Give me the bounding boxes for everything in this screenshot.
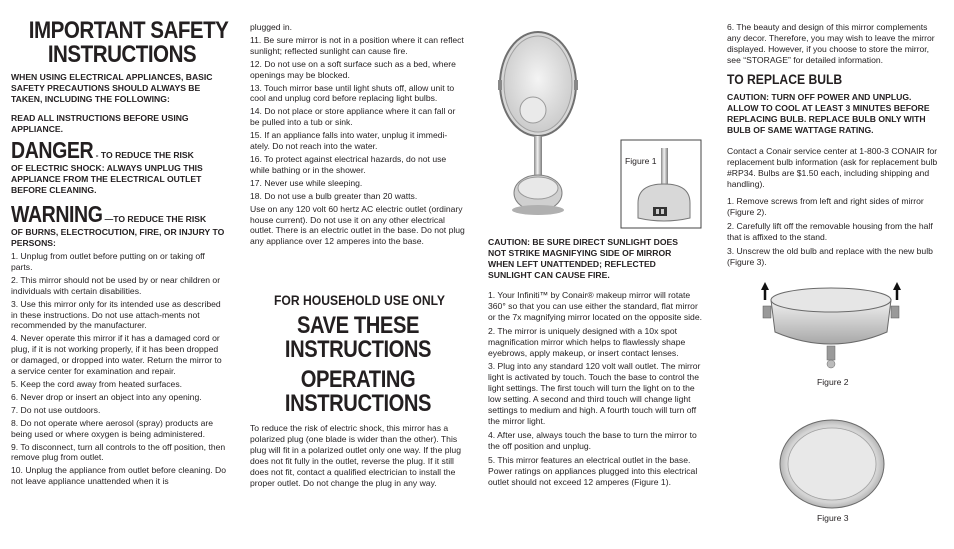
list-item: 2. Carefully lift off the removable housing from the half that is affixed to the stand. [727, 220, 933, 242]
save-heading: SAVE THESE INSTRUCTIONS [284, 312, 432, 363]
figure-3-label: Figure 3 [817, 513, 849, 523]
operating-steps [488, 290, 704, 487]
page-title-line1: IMPORTANT SAFETY [28, 17, 229, 44]
danger-block [11, 137, 233, 196]
figure-2-label: Figure 2 [817, 377, 849, 387]
list-item: 15. If an appliance falls into water, unplug it immedi-ately. Do not reach into the water. [250, 130, 448, 152]
list-item: 5. Keep the cord away from heated surfaces. [11, 378, 183, 389]
decor-text: 6. The beauty and design of this mirror complements any decor. Therefore, you may wish to leave the mirror displayed. However, if you choose to store the mirror, see “STORAGE” for detailed information. [727, 22, 935, 65]
list-item: 9. To disconnect, turn all controls to the off position, then remove plug from outlet. [11, 441, 226, 463]
safety-list [11, 251, 227, 487]
safety-list-continued [250, 22, 466, 247]
list-item: 3. Use this mirror only for its intended use as described in these instructions. Do not use attach-ments not recommended by the manufacturer. [11, 298, 221, 331]
list-item: 5. This mirror features an electrical outlet in the base. Power ratings on appliances plugged into this electrical outlet should not exceed 12 amperes (Figure 1). [488, 454, 698, 487]
danger-heading: DANGER [11, 137, 94, 163]
list-item: 13. Touch mirror base until light shuts off, allow unit to cool and unplug cord before replacing light bulbs. [250, 82, 455, 104]
list-item: 4. Never operate this mirror if it has a damaged cord or plug, if it is not working properly, if it has been dropped or damaged, or dropped into water. Return the mirror to a service center for examination and repair. [11, 333, 222, 377]
list-item: 3. Plug into any standard 120 volt wall outlet. The mirror light is activated by touch. Touch the base to control the light settings. The first touch will turn the light on to the low setting. A second and third touch will change light settings to medium and high. A fourth touch will turn off the mirror light. [488, 361, 701, 426]
replace-steps [727, 196, 943, 267]
danger-text: OF ELECTRIC SHOCK: ALWAYS UNPLUG THIS APPLIANCE FROM THE ELECTRICAL OUTLET BEFORE CLEANING. [11, 163, 203, 195]
figure-1 [488, 18, 706, 233]
list-item: 18. Do not use a bulb greater than 20 watts. [250, 190, 418, 201]
list-item: 1. Your Infiniti™ by Conair® makeup mirror will rotate 360° so that you can use either the standard, flat mirror or the 7x magnifying mirror located on the opposite side. [488, 290, 703, 322]
operating-heading: OPERATING INSTRUCTIONS [284, 366, 432, 417]
list-item: 10. Unplug the appliance from outlet before cleaning. Do not leave appliance unattended when it is [11, 465, 226, 487]
figure-3-illustration [777, 418, 887, 510]
warning-text: OF BURNS, ELECTROCUTION, FIRE, OR INJURY TO PERSONS: [11, 227, 225, 248]
list-item: 14. Do not place or store appliance where it can fall or be pulled into a tub or sink. [250, 106, 456, 128]
voltage-note: Use on any 120 volt 60 hertz AC electric outlet (ordinary house current). Do not use it on any other electrical outlet. There is an electric outlet in the base. Do not plug any appliance over 12 amperes into the base. [250, 203, 465, 247]
page-title-line2: INSTRUCTIONS [47, 41, 197, 68]
list-item: 8. Do not operate where aerosol (spray) products are being used or where oxygen is being administered. [11, 417, 214, 439]
list-item: 12. Do not use on a soft surface such as a bed, where openings may be blocked. [250, 58, 456, 80]
danger-lead: - TO REDUCE THE RISK [95, 150, 194, 160]
list-item: plugged in. [250, 22, 293, 32]
list-item: 17. Never use while sleeping. [250, 177, 363, 188]
list-item: 3. Unscrew the old bulb and replace with the new bulb (Figure 3). [727, 245, 933, 267]
list-item: 4. After use, always touch the base to turn the mirror to the off position and unplug. [488, 429, 697, 451]
figure-1-label: Figure 1 [625, 156, 657, 166]
warning-block [11, 201, 233, 249]
list-item: 1. Unplug from outlet before putting on or taking off parts. [11, 251, 205, 272]
warning-lead: —TO REDUCE THE RISK [104, 214, 207, 224]
list-item: 2. The mirror is uniquely designed with a 10x spot magnification mirror which helps to flawlessly shape eyebrows, apply makeup, or insert contact lenses. [488, 325, 686, 358]
sunlight-caution: CAUTION: BE SURE DIRECT SUNLIGHT DOES NOT STRIKE MAGNIFYING SIDE OF MIRROR WHEN LEFT UNATTENDED; REFLECTED SUNLIGHT CAN CAUSE FIRE. [488, 237, 679, 280]
intro-text: WHEN USING ELECTRICAL APPLIANCES, BASIC SAFETY PRECAUTIONS SHOULD ALWAYS BE TAKEN, INCLUDING THE FOLLOWING: [11, 72, 213, 104]
bulb-caution: CAUTION: TURN OFF POWER AND UNPLUG. ALLOW TO COOL AT LEAST 3 MINUTES BEFORE REPLACING BULB. REPLACE BULB ONLY WITH BULB OF SAME WATTAGE RATING. [727, 92, 930, 135]
warning-heading: WARNING [11, 201, 103, 227]
mirror-illustration [488, 18, 706, 233]
list-item: 2. This mirror should not be used by or near children or individuals with certain disabilities. [11, 274, 221, 296]
read-all-text: READ ALL INSTRUCTIONS BEFORE USING APPLIANCE. [11, 113, 189, 134]
polarized-plug-text: To reduce the risk of electric shock, this mirror has a polarized plug (one blade is wider than the other). This plug will fit in a polarized outlet only one way. If the plug does not fit fully in the outlet, reverse the plug. If it still does not fit, contact a qualified electrician to install the proper outlet. Do not change the plug in any way. [250, 423, 461, 488]
household-heading: FOR HOUSEHOLD USE ONLY [274, 293, 446, 308]
list-item: 11. Be sure mirror is not in a position where it can reflect sunlight; reflected sunlight can cause fire. [250, 34, 464, 56]
contact-text: Contact a Conair service center at 1-800-3 CONAIR for replacement bulb information (ask for replacement bulb #RP34. Bulbs are $1.50 each, including shipping and handling). [727, 146, 938, 189]
figure-2-illustration [761, 278, 901, 374]
list-item: 6. Never drop or insert an object into any opening. [11, 391, 202, 402]
list-item: 1. Remove screws from left and right sides of mirror (Figure 2). [727, 196, 924, 217]
list-item: 16. To protect against electrical hazards, do not use while bathing or in the shower. [250, 153, 447, 175]
list-item: 7. Do not use outdoors. [11, 404, 101, 415]
replace-bulb-heading: TO REPLACE BULB [727, 72, 843, 87]
